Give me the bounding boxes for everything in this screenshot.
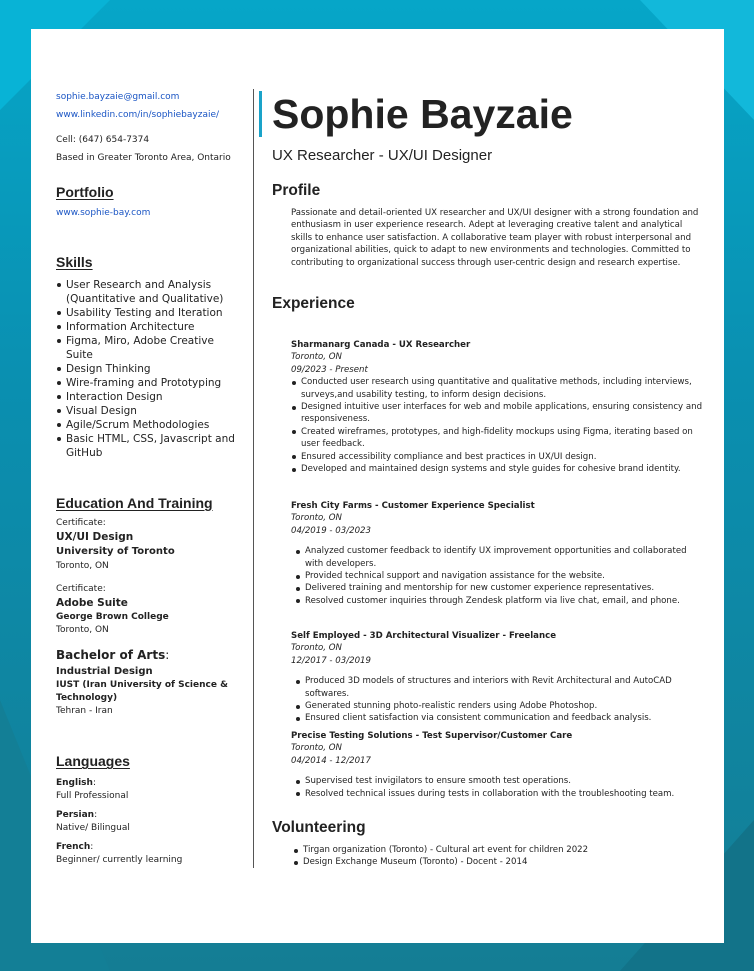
language-name: Persian — [56, 809, 95, 820]
languages-heading: Languages — [56, 753, 130, 770]
job-title: Fresh City Farms - Customer Experience Specialist — [291, 501, 535, 511]
job-bullets — [291, 545, 706, 607]
education-label: Certificate: — [56, 518, 106, 529]
skills-heading: Skills — [56, 253, 93, 270]
volunteering-item: Tirgan organization (Toronto) - Cultural art event for children 2022 — [293, 844, 706, 856]
job-title: Self Employed - 3D Architectural Visualizer - Freelance — [291, 631, 557, 641]
language-name: English — [56, 777, 93, 788]
job-bullet: Supervised test invigilators to ensure smooth test operations. — [295, 775, 706, 787]
skill-item: Usability Testing and Iteration — [56, 306, 241, 320]
job-location: Toronto, ON — [291, 743, 342, 754]
resume-page — [31, 29, 724, 943]
name-accent-bar — [259, 91, 262, 137]
job-entry — [291, 500, 706, 607]
job-bullet: Designed intuitive user interfaces for web and mobile applications, ensuring consistency and responsiveness. — [291, 401, 706, 426]
job-bullets — [291, 775, 706, 800]
job-bullet: Conducted user research using quantitative and qualitative methods, including interviews, surveys,and usability testing, to inform design decisions. — [291, 376, 706, 401]
experience-heading: Experience — [272, 295, 355, 312]
job-location: Toronto, ON — [291, 643, 342, 654]
job-location: Toronto, ON — [291, 513, 342, 524]
education-program: UX/UI Design — [56, 531, 134, 544]
education-place: Toronto, ON — [56, 560, 109, 571]
job-title: Sharmanarg Canada - UX Researcher — [291, 340, 471, 350]
job-dates: 12/2017 - 03/2019 — [291, 655, 371, 666]
education-place: Toronto, ON — [56, 625, 109, 636]
skills-list — [56, 278, 241, 460]
job-bullets — [291, 376, 706, 475]
degree-colon: : — [165, 648, 170, 663]
education-entry — [56, 647, 241, 718]
portfolio-link[interactable]: www.sophie-bay.com — [56, 208, 151, 219]
job-bullet: Produced 3D models of structures and interiors with Revit Architectural and AutoCAD softwares. — [295, 675, 706, 700]
email-link[interactable]: sophie.bayzaie@gmail.com — [56, 92, 180, 102]
left-column — [56, 91, 241, 867]
job-bullet: Provided technical support and navigation assistance for the website. — [295, 570, 706, 582]
person-role: UX Researcher - UX/UI Designer — [272, 147, 493, 164]
job-entry — [291, 730, 706, 800]
language-item: Persian: Native/ Bilingual — [56, 809, 241, 835]
portfolio-heading: Portfolio — [56, 184, 114, 201]
job-dates: 04/2014 - 12/2017 — [291, 755, 371, 766]
language-level: Beginner/ currently learning — [56, 854, 183, 865]
job-bullet: Ensured accessibility compliance and best practices in UX/UI design. — [291, 451, 706, 463]
education-heading: Education And Training — [56, 494, 213, 511]
job-entry — [291, 339, 706, 475]
job-bullet: Developed and maintained design systems and style guides for cohesive brand identity. — [291, 463, 706, 475]
profile-text: Passionate and detail-oriented UX researcher and UX/UI designer with a strong foundation and enthusiasm in user experience research. Adept at leveraging creative talent and analytical skills to enhance user satisfaction. A collaborative team player with robust interpersonal and organizational abilities, quick to adapt to new environments and technologies. Committed to contributing to organizational success through user-centric design and research expertise. — [291, 208, 699, 268]
education-program: Adobe Suite — [56, 596, 128, 609]
language-level: Full Professional — [56, 790, 129, 801]
skill-item: Figma, Miro, Adobe Creative Suite — [56, 334, 241, 362]
job-dates: 09/2023 - Present — [291, 364, 368, 375]
phone: Cell: (647) 654-7374 — [56, 135, 150, 146]
education-place: Tehran - Iran — [56, 706, 113, 717]
education-school: University of Toronto — [56, 546, 175, 558]
volunteering-heading: Volunteering — [272, 819, 366, 836]
language-name: French — [56, 841, 91, 852]
job-bullet: Generated stunning photo-realistic renders using Adobe Photoshop. — [295, 700, 706, 712]
job-location: Toronto, ON — [291, 352, 342, 363]
education-label: Certificate: — [56, 583, 106, 594]
job-bullet: Analyzed customer feedback to identify UX improvement opportunities and collaborated with developers. — [295, 545, 706, 570]
skill-item: Interaction Design — [56, 390, 241, 404]
job-bullet: Delivered training and mentorship for new customer experience representatives. — [295, 582, 706, 594]
volunteering-block — [291, 844, 706, 869]
language-item: English: Full Professional — [56, 777, 241, 803]
skill-item: Visual Design — [56, 404, 241, 418]
skill-item: Wire-framing and Prototyping — [56, 376, 241, 390]
location: Based in Greater Toronto Area, Ontario — [56, 153, 231, 164]
job-title: Precise Testing Solutions - Test Supervisor/Customer Care — [291, 731, 573, 741]
job-bullet: Created wireframes, prototypes, and high-fidelity mockups using Figma, iterating based on user feedback. — [291, 426, 706, 451]
volunteering-list — [291, 844, 706, 869]
language-item: French: Beginner/ currently learning — [56, 841, 241, 867]
skill-item: Information Architecture — [56, 320, 241, 334]
job-bullets — [291, 675, 706, 725]
education-school: IUST (Iran University of Science & Technology) — [56, 680, 228, 704]
job-bullet: Resolved technical issues during tests in collaboration with the troubleshooting team. — [295, 788, 706, 800]
education-school: George Brown College — [56, 612, 169, 623]
job-bullet: Resolved customer inquiries through Zendesk platform via live chat, email, and phone. — [295, 595, 706, 607]
job-entry — [291, 630, 706, 725]
linkedin-link[interactable]: www.linkedin.com/in/sophiebayzaie/ — [56, 110, 220, 121]
job-bullet: Ensured client satisfaction via consistent communication and feedback analysis. — [295, 712, 706, 724]
volunteering-item: Design Exchange Museum (Toronto) - Docent - 2014 — [293, 856, 706, 868]
skill-item: Design Thinking — [56, 362, 241, 376]
language-level: Native/ Bilingual — [56, 822, 130, 833]
profile-heading: Profile — [272, 182, 321, 199]
education-entry — [56, 583, 241, 637]
person-name: Sophie Bayzaie — [272, 91, 573, 137]
degree-label: Bachelor of Arts — [56, 648, 166, 663]
skill-item: User Research and Analysis (Quantitative and Qualitative) — [56, 278, 241, 306]
education-entry — [56, 517, 241, 573]
skill-item: Basic HTML, CSS, Javascript and GitHub — [56, 432, 241, 460]
skill-item: Agile/Scrum Methodologies — [56, 418, 241, 432]
education-program: Industrial Design — [56, 665, 153, 677]
job-dates: 04/2019 - 03/2023 — [291, 525, 371, 536]
column-divider — [253, 89, 254, 868]
